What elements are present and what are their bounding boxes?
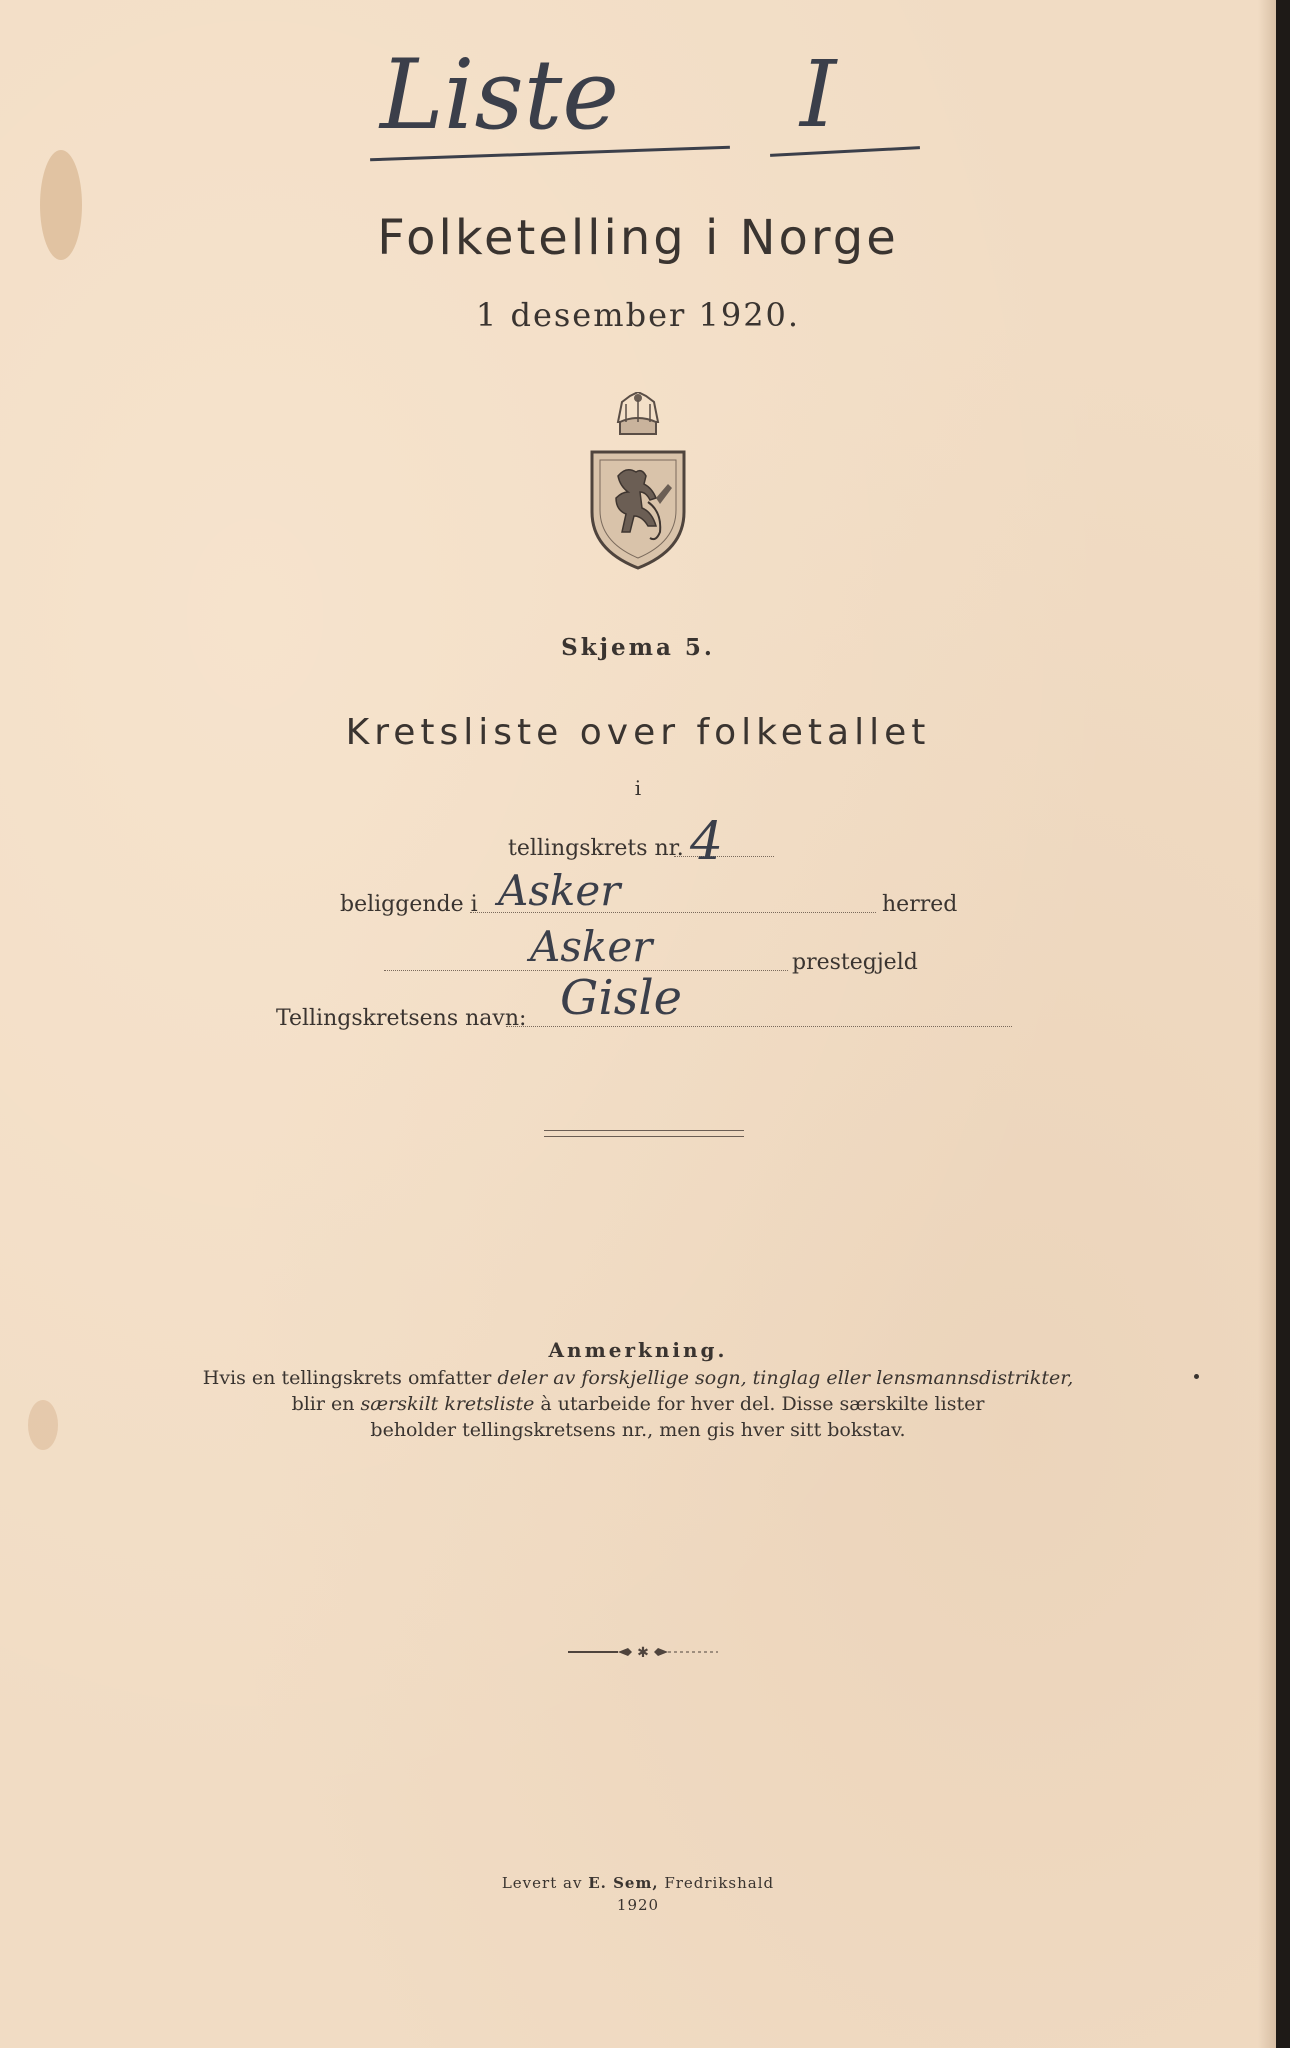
tellingskretsens-navn-value: Gisle xyxy=(560,970,683,1026)
note-line-3: beholder tellingskretsens nr., men gis hver sitt bokstav. xyxy=(370,1419,906,1441)
herred-label: herred xyxy=(882,892,958,917)
footer-printer xyxy=(0,1874,1276,1892)
page-edge-shadow xyxy=(1258,0,1276,2048)
liste-numeral: I xyxy=(800,41,837,148)
beliggende-label: beliggende i xyxy=(340,892,478,917)
divider-double-rule xyxy=(544,1130,744,1137)
note-line-2-regular-b: à utarbeide for hver del. Disse særskilte lister xyxy=(534,1393,985,1415)
schema-label: Skjema 5. xyxy=(561,634,715,661)
note-line-2-regular-a: blir en xyxy=(291,1393,361,1415)
dot-mark xyxy=(1194,1374,1199,1379)
note-line-1-italic: deler av forskjellige sogn, tinglag eller lensmannsdistrikter, xyxy=(497,1367,1074,1389)
beliggende-value: Asker xyxy=(498,866,621,915)
census-date: 1 desember 1920. xyxy=(475,296,801,334)
norwegian-coat-of-arms-icon xyxy=(586,392,690,570)
footer-printer-name: E. Sem, xyxy=(588,1874,659,1892)
footer-printer-prefix: Levert av xyxy=(501,1874,589,1892)
note-heading: Anmerkning. xyxy=(548,1338,728,1362)
form-subtitle: Kretsliste over folketallet xyxy=(345,712,931,753)
numeral-underline xyxy=(770,146,920,157)
footer-year: 1920 xyxy=(616,1896,660,1914)
tellingskretsens-navn-line xyxy=(506,1026,1012,1027)
page-title: Folketelling i Norge xyxy=(377,210,899,266)
tellingskrets-value: 4 xyxy=(690,812,724,872)
tellingskrets-label: tellingskrets nr. xyxy=(508,836,684,861)
tellingskretsens-navn-label: Tellingskretsens navn: xyxy=(276,1006,527,1031)
header-annotation xyxy=(370,40,930,180)
small-i-label: i xyxy=(634,776,642,800)
prestegjeld-value: Asker xyxy=(530,922,653,971)
coat-of-arms-emblem xyxy=(586,392,690,570)
note-line-1 xyxy=(0,1366,1276,1390)
scan-background-edge xyxy=(1276,0,1290,2048)
ornament-star-icon xyxy=(568,1645,718,1659)
note-line-1-regular: Hvis en tellingskrets omfatter xyxy=(202,1367,498,1389)
svg-text:✱: ✱ xyxy=(637,1645,649,1659)
note-line-2 xyxy=(0,1392,1276,1416)
prestegjeld-label: prestegjeld xyxy=(792,950,918,975)
ornament-divider xyxy=(568,1644,718,1658)
note-line-2-italic: særskilt kretsliste xyxy=(360,1393,535,1415)
footer-printer-place: Fredrikshald xyxy=(658,1874,775,1892)
tellingskrets-line xyxy=(674,856,774,857)
liste-annotation: Liste xyxy=(380,39,620,151)
